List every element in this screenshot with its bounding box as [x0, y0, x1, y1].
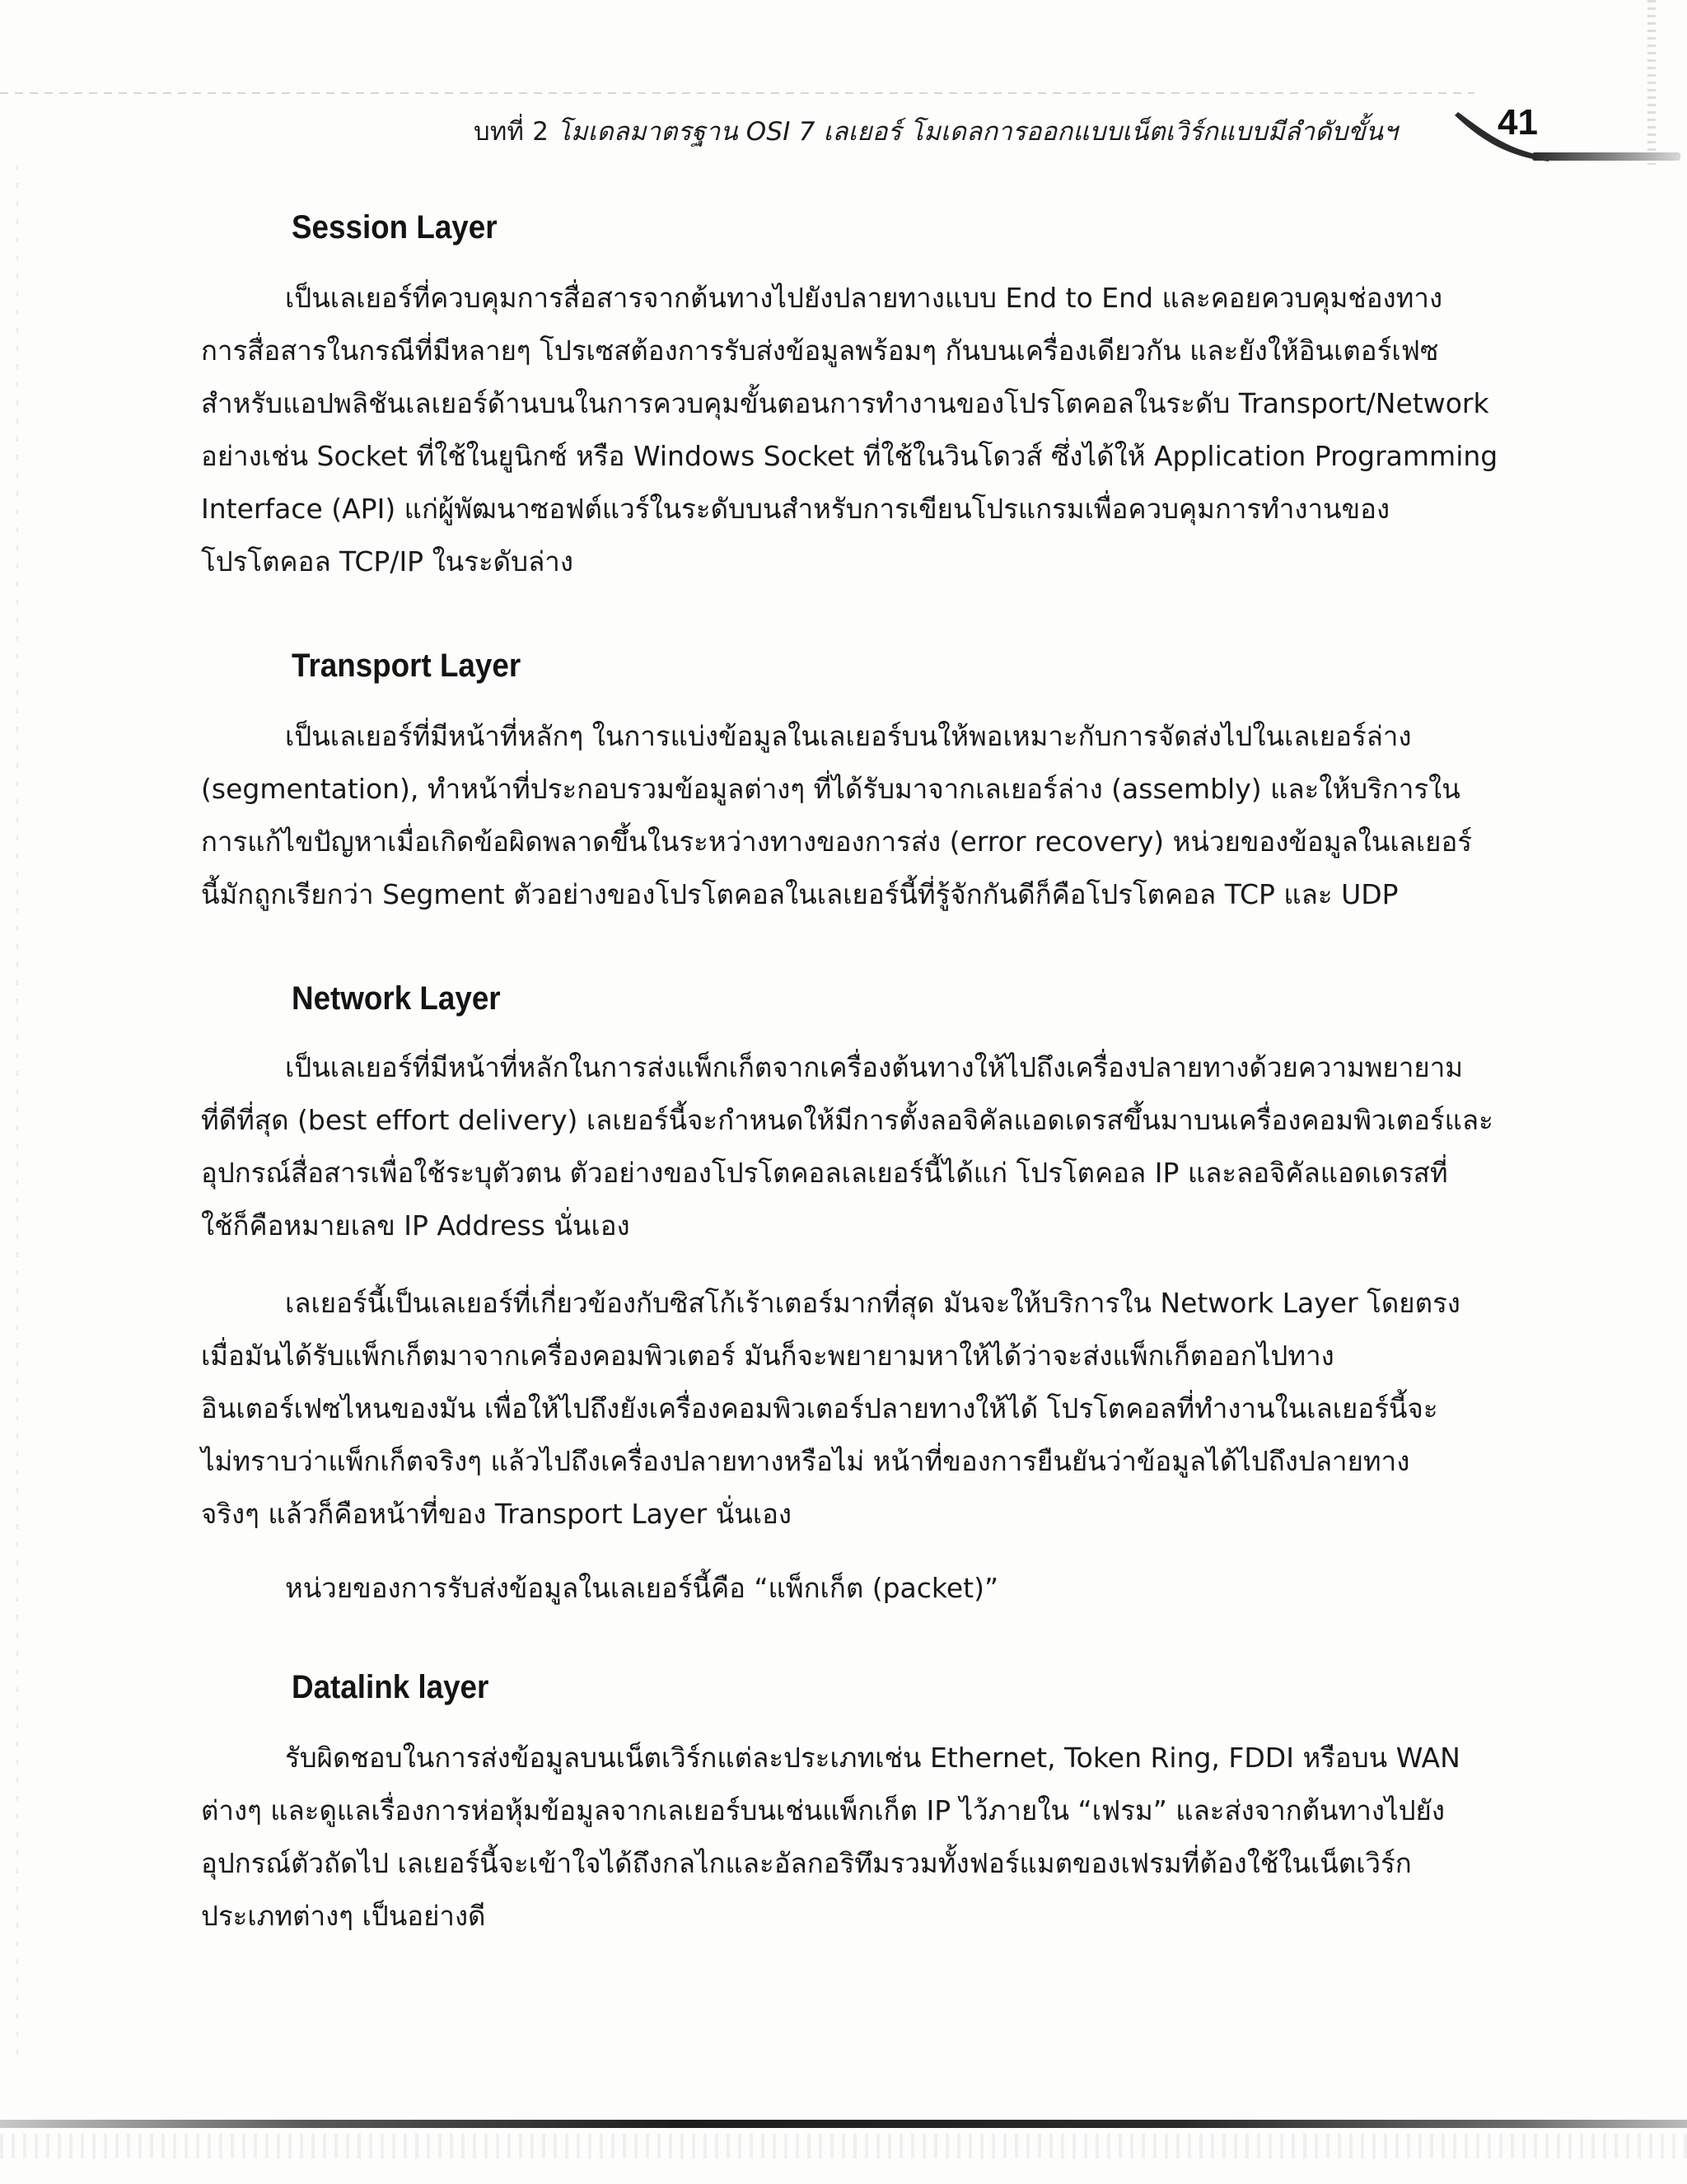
paragraph-line: เลเยอร์นี้เป็นเลเยอร์ที่เกี่ยวข้องกับซิสโก้เร้าเตอร์มากที่สุด มันจะให้บริการใน Network Layer โดยตรง — [285, 1287, 1460, 1319]
paragraph-line: เมื่อมันได้รับแพ็กเก็ตมาจากเครื่องคอมพิวเตอร์ มันก็จะพยายามหาให้ได้ว่าจะส่งแพ็กเก็ตออกไปทาง — [201, 1340, 1334, 1372]
paragraph-line: โปรโตคอล TCP/IP ในระดับล่าง — [201, 545, 573, 578]
paragraph-line: การสื่อสารในกรณีที่มีหลายๆ โปรเซสต้องการรับส่งข้อมูลพร้อมๆ กันบนเครื่องเดียวกัน และยังให้อินเตอร์เฟซ — [201, 334, 1439, 367]
chapter-title: โมเดลมาตรฐาน OSI 7 เลเยอร์ โมเดลการออกแบบเน็ตเวิร์กแบบมีลำดับขั้นฯ — [557, 117, 1398, 147]
paragraph-line: อุปกรณ์สื่อสารเพื่อใช้ระบุตัวตน ตัวอย่างของโปรโตคอลเลเยอร์นี้ได้แก่ โปรโตคอล IP และลอจิคัลแอดเดรสที่ — [201, 1157, 1448, 1189]
paragraph-line: หน่วยของการรับส่งข้อมูลในเลเยอร์นี้คือ “แพ็กเก็ต (packet)” — [285, 1572, 999, 1604]
section-heading-session: Session Layer — [292, 209, 498, 246]
paragraph-line: การแก้ไขปัญหาเมื่อเกิดข้อผิดพลาดขึ้นในระหว่างทางของการส่ง (error recovery) หน่วยของข้อมูลในเลเยอร์ — [201, 825, 1473, 858]
page-number: 41 — [1498, 102, 1538, 143]
scan-edge-noise — [16, 165, 18, 2060]
paragraph-line: อย่างเช่น Socket ที่ใช้ในยูนิกซ์ หรือ Windows Socket ที่ใช้ในวินโดวส์ ซึ่งได้ให้ Application Programming — [201, 440, 1498, 472]
paragraph-line: ไม่ทราบว่าแพ็กเก็ตจริงๆ แล้วไปถึงเครื่องปลายทางหรือไม่ หน้าที่ของการยืนยันว่าข้อมูลได้ไปถึงปลายทาง — [201, 1445, 1410, 1477]
paragraph-line: สำหรับแอปพลิชันเลเยอร์ด้านบนในการควบคุมขั้นตอนการทำงานของโปรโตคอลในระดับ Transport/Network — [201, 387, 1489, 419]
paragraph-line: อุปกรณ์ตัวถัดไป เลเยอร์นี้จะเข้าใจได้ถึงกลไกและอัลกอริทึมรวมทั้งฟอร์แมตของเฟรมที่ต้องใช้ในเน็ตเวิร์ก — [201, 1847, 1412, 1879]
page-number-underline — [1532, 152, 1680, 161]
paragraph-line: จริงๆ แล้วก็คือหน้าที่ของ Transport Layer นั่นเอง — [201, 1498, 792, 1530]
paragraph-line: Interface (API) แก่ผู้พัฒนาซอฟต์แวร์ในระดับบนสำหรับการเขียนโปรแกรมเพื่อควบคุมการทำงานของ — [201, 493, 1390, 525]
paragraph-line: รับผิดชอบในการส่งข้อมูลบนเน็ตเวิร์กแต่ละประเภทเช่น Ethernet, Token Ring, FDDI หรือบน WAN — [285, 1742, 1460, 1774]
paragraph-line: ใช้ก็คือหมายเลข IP Address นั่นเอง — [201, 1209, 630, 1242]
paragraph-line: ประเภทต่างๆ เป็นอย่างดี — [201, 1900, 486, 1932]
paragraph-line: เป็นเลเยอร์ที่มีหน้าที่หลักๆ ในการแบ่งข้อมูลในเลเยอร์บนให้พอเหมาะกับการจัดส่งไปในเลเยอร์ล่าง — [285, 720, 1412, 752]
header-dotted-rule — [0, 92, 1474, 94]
section-heading-transport: Transport Layer — [292, 648, 521, 684]
paragraph-line: นี้มักถูกเรียกว่า Segment ตัวอย่างของโปรโตคอลในเลเยอร์นี้ที่รู้จักกันดีก็คือโปรโตคอล TCP และ UDP — [201, 878, 1399, 910]
paragraph-line: ที่ดีที่สุด (best effort delivery) เลเยอร์นี้จะกำหนดให้มีการตั้งลอจิคัลแอดเดรสขึ้นมาบนเครื่องคอมพิวเตอร์และ — [201, 1104, 1493, 1136]
section-heading-datalink: Datalink layer — [292, 1669, 489, 1705]
chapter-label: บทที่ 2 — [474, 117, 549, 147]
paragraph-line: อินเตอร์เฟซไหนของมัน เพื่อให้ไปถึงยังเครื่องคอมพิวเตอร์ปลายทางให้ได้ โปรโตคอลที่ทำงานในเลเยอร์นี้จะ — [201, 1392, 1438, 1424]
footer-rule — [0, 2120, 1687, 2128]
paragraph-line: เป็นเลเยอร์ที่ควบคุมการสื่อสารจากต้นทางไปยังปลายทางแบบ End to End และคอยควบคุมช่องทาง — [285, 282, 1443, 314]
section-heading-network: Network Layer — [292, 980, 501, 1017]
paragraph-line: (segmentation), ทำหน้าที่ประกอบรวมข้อมูลต่างๆ ที่ได้รับมาจากเลเยอร์ล่าง (assembly) และให้บริการใน — [201, 773, 1460, 805]
scan-edge-noise-right — [1647, 0, 1656, 165]
paragraph-line: ต่างๆ และดูแลเรื่องการห่อหุ้มข้อมูลจากเลเยอร์บนเช่นแพ็กเก็ต IP ไว้ภายใน “เฟรม” และส่งจากต้นทางไปยัง — [201, 1794, 1445, 1826]
paragraph-line: เป็นเลเยอร์ที่มีหน้าที่หลักในการส่งแพ็กเก็ตจากเครื่องต้นทางให้ไปถึงเครื่องปลายทางด้วยความพยายาม — [285, 1051, 1463, 1083]
running-header — [474, 110, 1398, 152]
scan-footer-noise — [0, 2134, 1687, 2158]
